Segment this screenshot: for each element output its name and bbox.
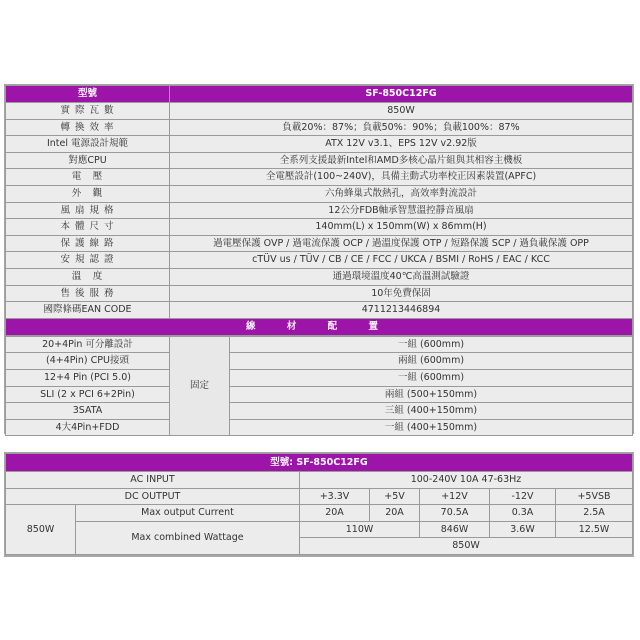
spec-row (6, 285, 633, 302)
cable-quantity: 一組 (600mm) (230, 336, 633, 353)
spec-header-label: 型號 (6, 86, 170, 103)
rail-label: +3.3V (300, 488, 370, 505)
spec-value: cTÜV us / TÜV / CB / CE / FCC / UKCA / BSMI / RoHS / EAC / KCC (170, 252, 633, 269)
cable-row (6, 369, 633, 386)
spec-header-model: SF-850C12FG (170, 86, 633, 103)
cable-row (6, 336, 633, 353)
cable-type: 固定 (170, 336, 230, 436)
spec-value: 10年免費保固 (170, 285, 633, 302)
cable-connector: 20+4Pin 可分離設計 (6, 336, 170, 353)
spec-label: 電 壓 (6, 169, 170, 186)
cable-row (6, 353, 633, 370)
spec-panel (4, 84, 634, 434)
ac-input-value: 100-240V 10A 47-63Hz (300, 472, 633, 489)
dc-output-row (6, 488, 633, 505)
max-current-value: 20A (300, 505, 370, 522)
spec-row (6, 202, 633, 219)
spec-row (6, 136, 633, 153)
spec-row (6, 119, 633, 136)
cable-quantity: 兩組 (500+150mm) (230, 386, 633, 403)
max-current-row (6, 505, 633, 522)
spec-label: 售 後 服 務 (6, 285, 170, 302)
cable-row (6, 419, 633, 436)
spec-value: 過電壓保護 OVP / 過電流保護 OCP / 過溫度保護 OTP / 短路保護 SCP / 過負載保護 OPP (170, 235, 633, 252)
spec-row (6, 302, 633, 319)
spec-label: 保 護 線 路 (6, 235, 170, 252)
max-current-label: Max output Current (76, 505, 300, 522)
spec-label: 本 體 尺 寸 (6, 219, 170, 236)
combined-5vsb: 12.5W (556, 521, 633, 538)
spec-header-row (6, 86, 633, 103)
cable-row (6, 386, 633, 403)
spec-value: 4711213446894 (170, 302, 633, 319)
spec-value: 140mm(L) x 150mm(W) x 86mm(H) (170, 219, 633, 236)
spec-label: 安 規 認 證 (6, 252, 170, 269)
cable-connector: 12+4 Pin (PCI 5.0) (6, 369, 170, 386)
spec-value: 負載20%：87%；負載50%：90%；負載100%：87% (170, 119, 633, 136)
spec-value: 全系列支援最新Intel和AMD多核心晶片組與其相容主機板 (170, 152, 633, 169)
cable-quantity: 三組 (400+150mm) (230, 403, 633, 420)
output-header: 型號: SF-850C12FG (6, 454, 633, 472)
spec-row (6, 152, 633, 169)
rail-label: +5VSB (556, 488, 633, 505)
spec-row (6, 268, 633, 285)
spec-row (6, 219, 633, 236)
spec-row (6, 169, 633, 186)
spec-row (6, 252, 633, 269)
cable-connector: SLI (2 x PCI 6+2Pin) (6, 386, 170, 403)
rail-label: +12V (420, 488, 490, 505)
spec-value: 850W (170, 103, 633, 120)
cable-quantity: 兩組 (600mm) (230, 353, 633, 370)
cable-quantity: 一組 (400+150mm) (230, 419, 633, 436)
cable-connector: (4+4Pin) CPU接頭 (6, 353, 170, 370)
spec-value: 12公分FDB軸承智慧溫控靜音風扇 (170, 202, 633, 219)
max-combined-label: Max combined Wattage (76, 521, 300, 554)
ac-input-row (6, 472, 633, 489)
output-panel (4, 452, 634, 557)
max-current-value: 20A (370, 505, 420, 522)
spec-row (6, 103, 633, 120)
cable-row (6, 403, 633, 420)
cable-header: 線 材 配 置 (6, 318, 633, 335)
max-current-value: 2.5A (556, 505, 633, 522)
spec-value: ATX 12V v3.1、EPS 12V v2.92版 (170, 136, 633, 153)
output-table (5, 453, 633, 555)
combined-total: 850W (300, 538, 633, 555)
max-combined-row (6, 521, 633, 538)
max-current-value: 70.5A (420, 505, 490, 522)
cable-connector: 3SATA (6, 403, 170, 420)
combined-12v: 846W (420, 521, 490, 538)
rail-label: +5V (370, 488, 420, 505)
spec-row (6, 185, 633, 202)
spec-label: 對應CPU (6, 152, 170, 169)
output-header-row (6, 454, 633, 472)
cable-header-row (6, 318, 633, 335)
spec-label: 實 際 瓦 數 (6, 103, 170, 120)
cable-quantity: 一組 (600mm) (230, 369, 633, 386)
cable-connector: 4大4Pin+FDD (6, 419, 170, 436)
max-current-value: 0.3A (490, 505, 556, 522)
rail-label: -12V (490, 488, 556, 505)
spec-label: 溫 度 (6, 268, 170, 285)
wattage-label: 850W (6, 505, 76, 555)
ac-input-label: AC INPUT (6, 472, 300, 489)
dc-output-label: DC OUTPUT (6, 488, 300, 505)
spec-label: Intel 電源設計規範 (6, 136, 170, 153)
combined-n12v: 3.6W (490, 521, 556, 538)
spec-value: 六角蜂巢式散熱孔，高效率對流設計 (170, 185, 633, 202)
combined-3v3-5v: 110W (300, 521, 420, 538)
spec-table (5, 85, 633, 336)
spec-label: 國際條碼EAN CODE (6, 302, 170, 319)
spec-label: 轉 換 效 率 (6, 119, 170, 136)
spec-value: 全電壓設計(100~240V)，具備主動式功率校正因素裝置(APFC) (170, 169, 633, 186)
spec-label: 外 觀 (6, 185, 170, 202)
cable-table (5, 336, 633, 437)
spec-label: 風 扇 規 格 (6, 202, 170, 219)
spec-value: 通過環境溫度40℃高溫測試驗證 (170, 268, 633, 285)
spec-row (6, 235, 633, 252)
